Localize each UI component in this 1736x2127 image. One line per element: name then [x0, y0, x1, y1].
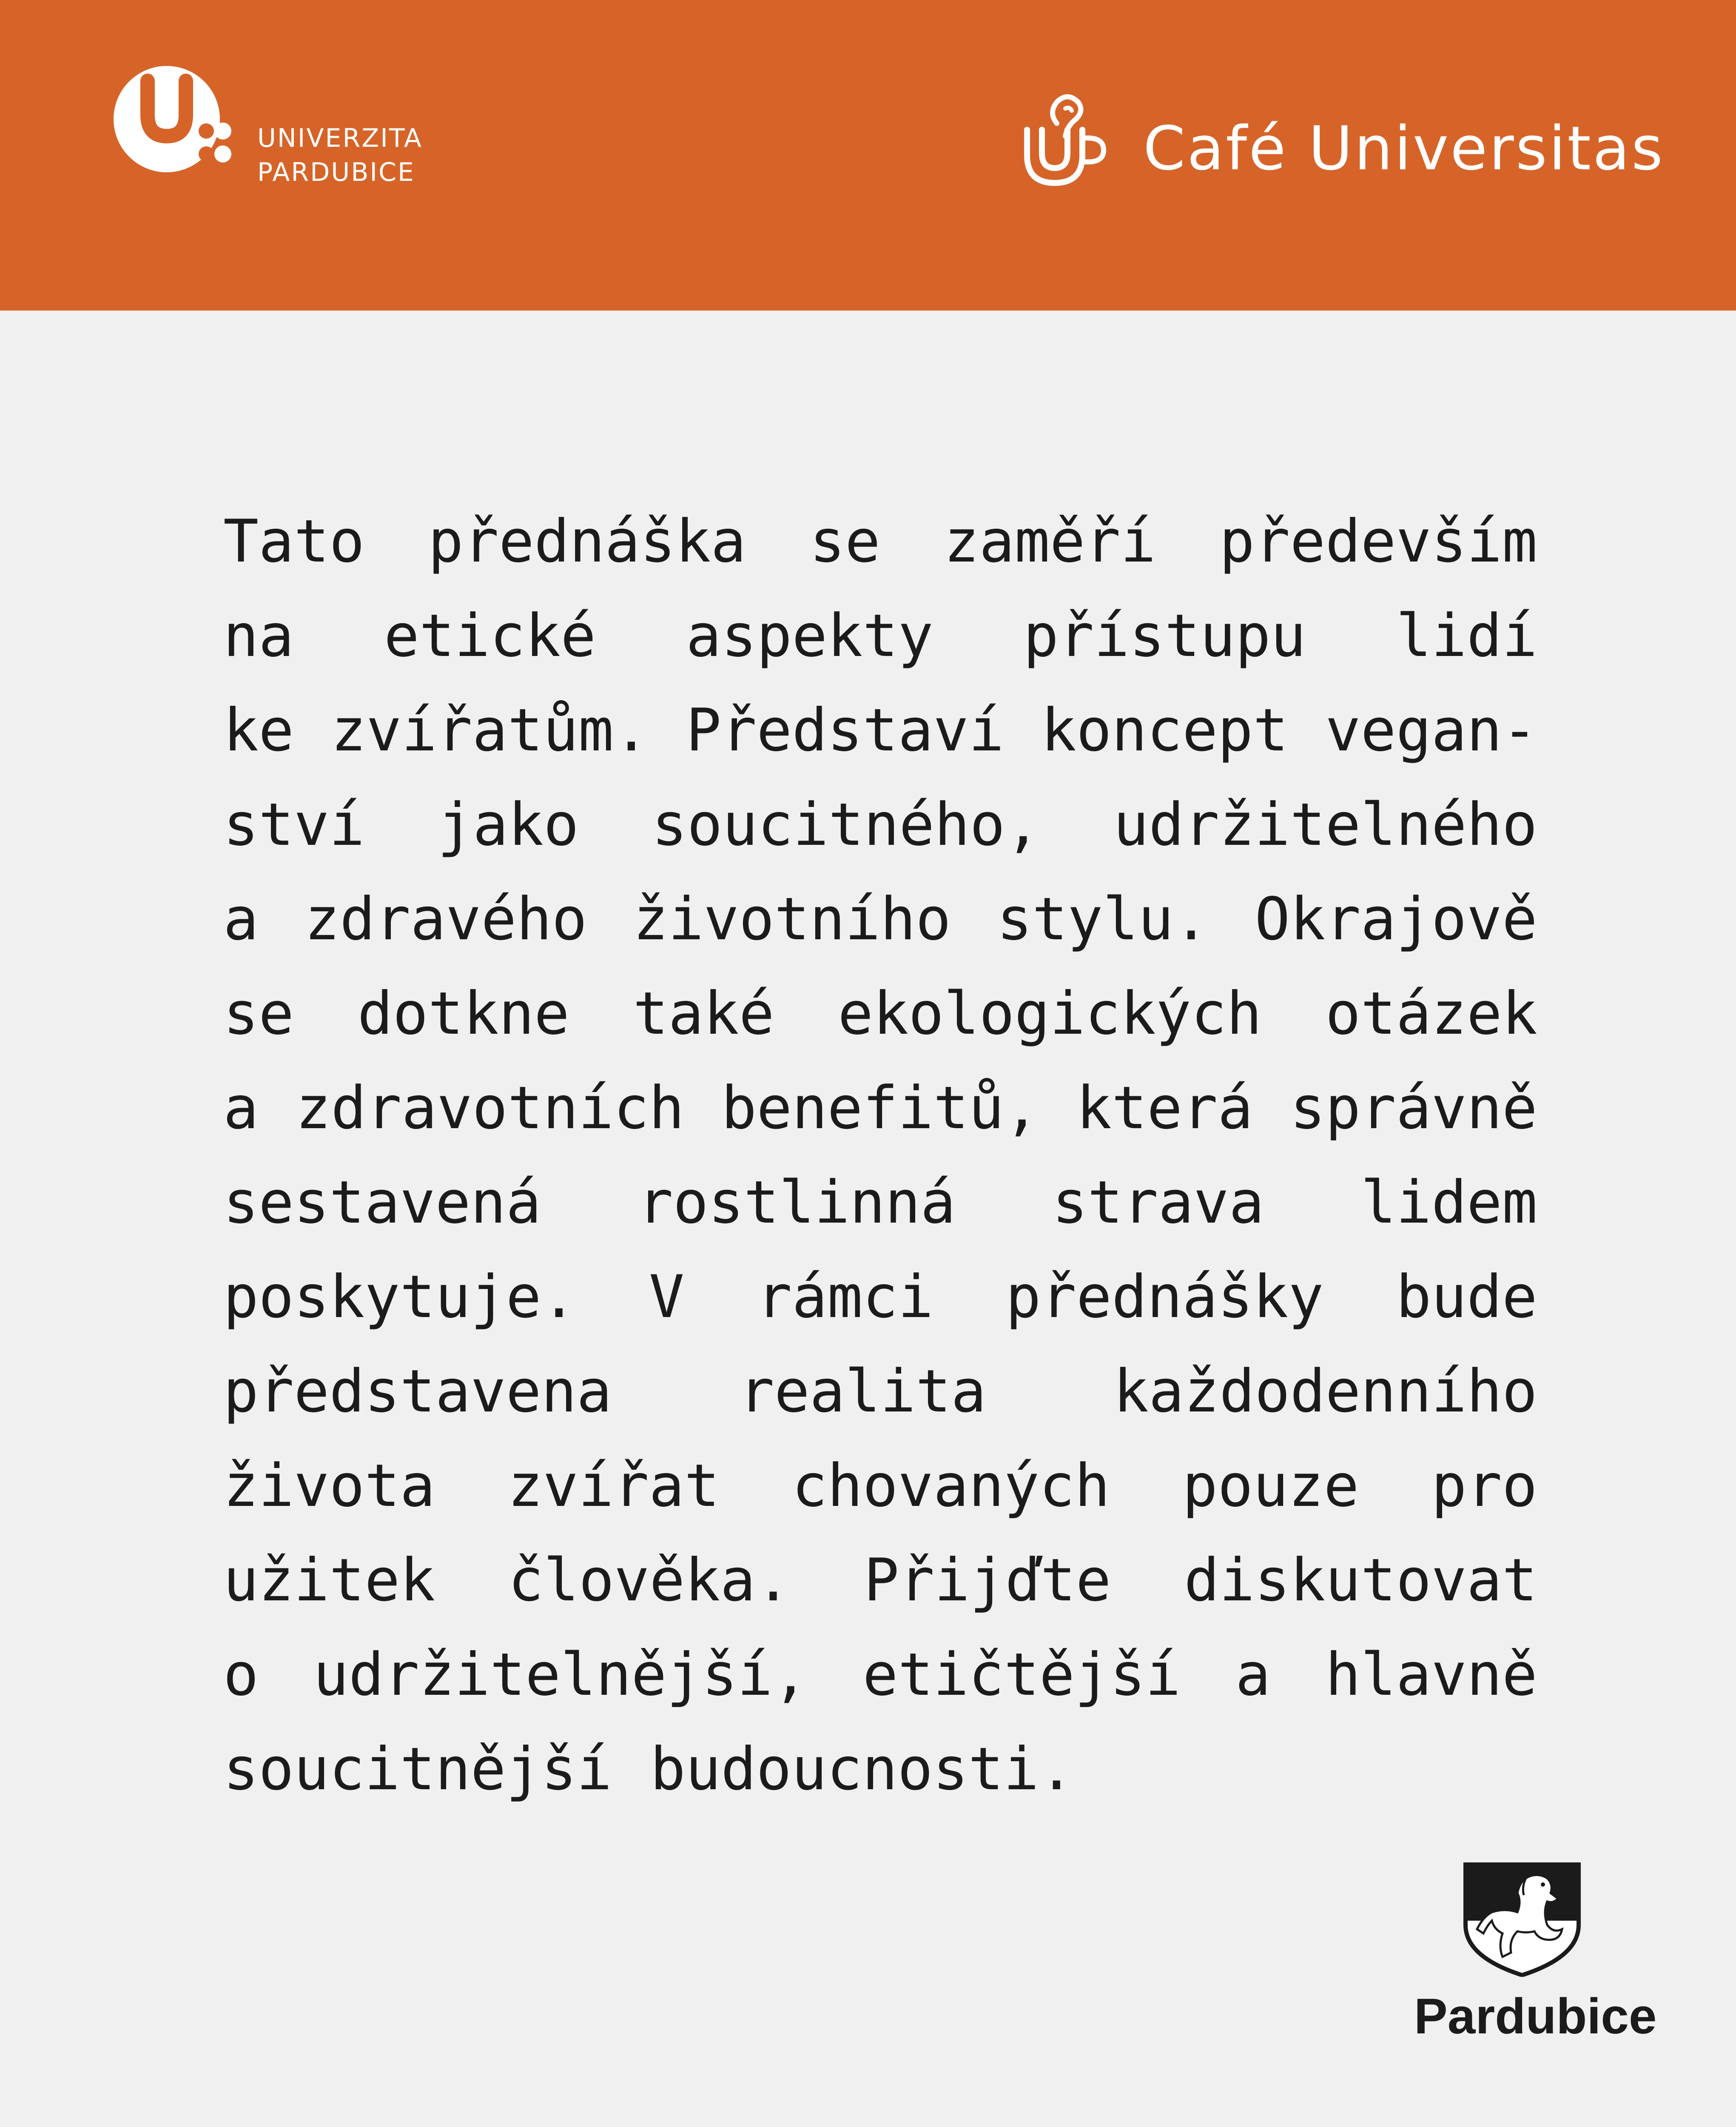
- city-name: Pardubice: [1414, 1988, 1657, 2044]
- text-word: každodenního: [1113, 1357, 1537, 1426]
- text-word: lidem: [1360, 1168, 1537, 1237]
- text-word: Představí: [686, 696, 1004, 764]
- text-line: [223, 778, 1537, 872]
- text-word: lidí: [1396, 602, 1537, 670]
- text-word: benefitů,: [721, 1074, 1039, 1142]
- university-name-line2: PARDUBICE: [257, 157, 415, 187]
- text-word: Přijďte: [864, 1546, 1111, 1614]
- text-word: Okrajově: [1255, 885, 1537, 953]
- text-word: etičtější: [862, 1640, 1181, 1709]
- text-word: správně: [1290, 1074, 1537, 1142]
- text-word: koncept: [1041, 696, 1289, 764]
- text-word: také: [633, 979, 774, 1048]
- text-line: [223, 589, 1537, 683]
- text-word: stylu.: [997, 885, 1209, 953]
- text-word: na: [223, 602, 294, 670]
- text-word: jako: [437, 790, 579, 859]
- text-line: [223, 1533, 1537, 1628]
- text-word: člověka.: [508, 1546, 791, 1614]
- text-line: [223, 967, 1537, 1061]
- text-word: především: [1219, 507, 1537, 576]
- text-word: pouze: [1182, 1451, 1359, 1520]
- text-word: aspekty: [686, 602, 933, 670]
- text-word: udržitelnější,: [313, 1640, 808, 1709]
- text-word: životního: [633, 885, 951, 953]
- text-word: diskutovat: [1184, 1546, 1537, 1614]
- text-word: přednášky: [1005, 1263, 1324, 1331]
- text-word: života: [223, 1451, 435, 1520]
- text-word: realita: [739, 1357, 987, 1426]
- text-word: zvířat: [507, 1451, 720, 1520]
- university-logo-icon: [111, 55, 239, 183]
- text-line: [223, 1344, 1537, 1439]
- text-word: V: [649, 1263, 685, 1331]
- text-word: zvířatům.: [331, 696, 649, 764]
- text-word: se: [223, 979, 294, 1048]
- text-word: o: [223, 1640, 259, 1709]
- text-word: a: [1235, 1640, 1271, 1709]
- text-word: ke: [223, 696, 294, 764]
- text-line: [223, 1250, 1537, 1344]
- text-word: chovaných: [792, 1451, 1110, 1520]
- text-line: [223, 1155, 1537, 1250]
- text-word: strava: [1052, 1168, 1264, 1237]
- university-name-line1: UNIVERZITA: [257, 123, 423, 153]
- text-word: představena: [223, 1357, 612, 1426]
- text-line: [223, 683, 1537, 778]
- pardubice-horse-crest-icon: [1462, 1861, 1582, 1977]
- text-word: dotkne: [357, 979, 570, 1048]
- text-line: [223, 1061, 1537, 1155]
- text-word: a: [223, 885, 259, 953]
- text-word: soucitného,: [652, 790, 1041, 859]
- text-word: zdravého: [304, 885, 587, 953]
- text-word: zdravotních: [296, 1074, 685, 1142]
- text-word: která: [1076, 1074, 1253, 1142]
- text-word: bude: [1396, 1263, 1537, 1331]
- text-word: se: [809, 507, 880, 576]
- university-name: [257, 121, 423, 189]
- text-word: a: [223, 1074, 259, 1142]
- lecture-description: [223, 494, 1537, 1816]
- text-word: ekologických: [838, 979, 1262, 1048]
- text-word: soucitnější: [223, 1735, 612, 1803]
- text-word: etické: [384, 602, 596, 670]
- text-word: rámci: [757, 1263, 933, 1331]
- cafe-name: Café Universitas: [1143, 114, 1665, 184]
- text-line: [223, 872, 1537, 967]
- text-word: přístupu: [1023, 602, 1306, 670]
- text-word: poskytuje.: [223, 1263, 577, 1331]
- coffee-cup-logo-icon: [1016, 83, 1110, 189]
- text-word: pro: [1431, 1451, 1537, 1520]
- text-word: rostlinná: [637, 1168, 956, 1237]
- text-word: zaměří: [944, 507, 1156, 576]
- text-word: udržitelného: [1113, 790, 1537, 859]
- text-word: přednáška: [428, 507, 746, 576]
- text-line: [223, 1439, 1537, 1533]
- text-word: užitek: [223, 1546, 435, 1614]
- text-line: [223, 1628, 1537, 1722]
- text-line: [223, 1722, 1537, 1816]
- text-word: hlavně: [1325, 1640, 1537, 1709]
- text-word: budoucnosti.: [650, 1735, 1074, 1803]
- text-line: [223, 494, 1537, 589]
- text-word: otázek: [1325, 979, 1537, 1048]
- text-word: Tato: [223, 507, 365, 576]
- text-word: vegan-: [1325, 696, 1537, 764]
- text-word: sestavená: [223, 1168, 541, 1237]
- text-word: ství: [223, 790, 365, 859]
- header-banner: [0, 0, 1736, 311]
